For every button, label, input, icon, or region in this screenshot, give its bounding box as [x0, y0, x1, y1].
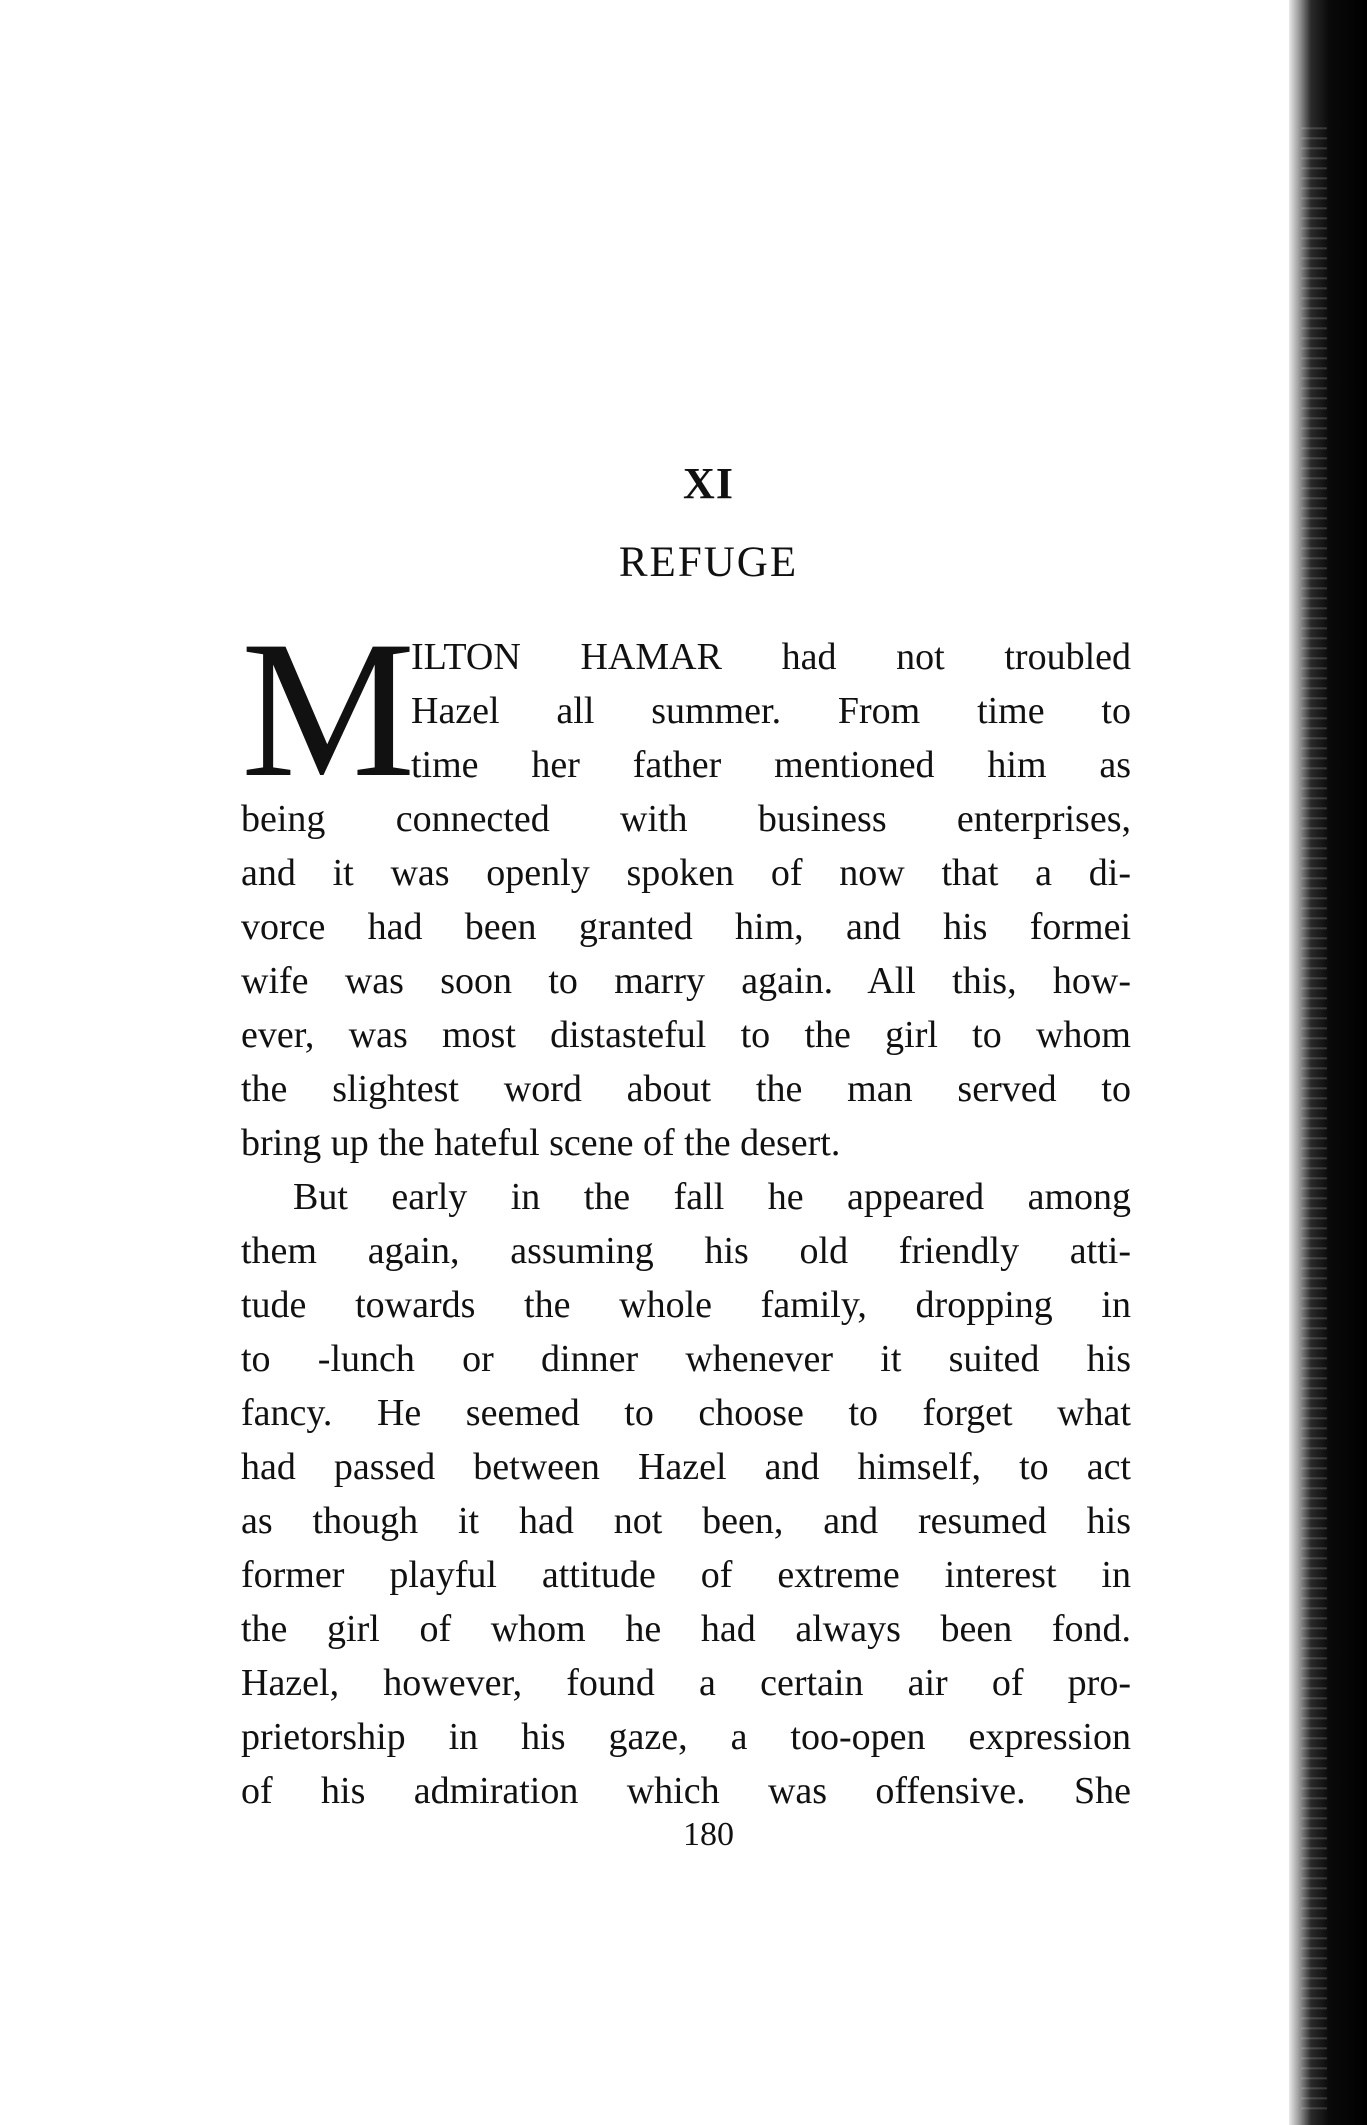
text-line: Hazel, however, found a certain air of pro- [241, 1662, 1131, 1704]
text-line: ever, was most distasteful to the girl to whom [241, 1014, 1131, 1056]
text-line: the girl of whom he had always been fond. [241, 1608, 1131, 1650]
drop-cap-lines [411, 630, 1131, 792]
text-line: Hazel all summer. From time to [411, 690, 1131, 732]
paragraph-1 [241, 792, 1131, 1170]
paragraph-2 [241, 1170, 1131, 1818]
text-line: former playful attitude of extreme interest in [241, 1554, 1131, 1596]
opening-lines [241, 601, 1131, 818]
page-number: 180 [683, 1816, 734, 1853]
chapter-number: XI [683, 459, 734, 508]
text-line: to -lunch or dinner whenever it suited his [241, 1338, 1131, 1380]
text-line: prietorship in his gaze, a too-open expression [241, 1716, 1131, 1758]
text-line: But early in the fall he appeared among [293, 1176, 1131, 1218]
text-line: of his admiration which was offensive. She [241, 1770, 1131, 1812]
text-line: fancy. He seemed to choose to forget what [241, 1392, 1131, 1434]
text-line: and it was openly spoken of now that a di- [241, 852, 1131, 894]
text-line: bring up the hateful scene of the desert. [241, 1122, 841, 1164]
text-line: the slightest word about the man served to [241, 1068, 1131, 1110]
body-text [241, 601, 1131, 1818]
text-line: them again, assuming his old friendly atti- [241, 1230, 1131, 1272]
text-line: as though it had not been, and resumed his [241, 1500, 1131, 1542]
text-line: wife was soon to marry again. All this, how- [241, 960, 1131, 1002]
chapter-title: REFUGE [618, 539, 799, 586]
binding-scan-noise [1301, 120, 1327, 2110]
text-line: vorce had been granted him, and his formei [241, 906, 1131, 948]
text-line: had passed between Hazel and himself, to act [241, 1446, 1131, 1488]
text-line: tude towards the whole family, dropping in [241, 1284, 1131, 1326]
text-line: being connected with business enterprises, [241, 798, 1131, 840]
text-line: time her father mentioned him as [411, 744, 1131, 786]
text-line: ILTON HAMAR had not troubled [411, 636, 1131, 678]
drop-cap: M [241, 601, 416, 818]
